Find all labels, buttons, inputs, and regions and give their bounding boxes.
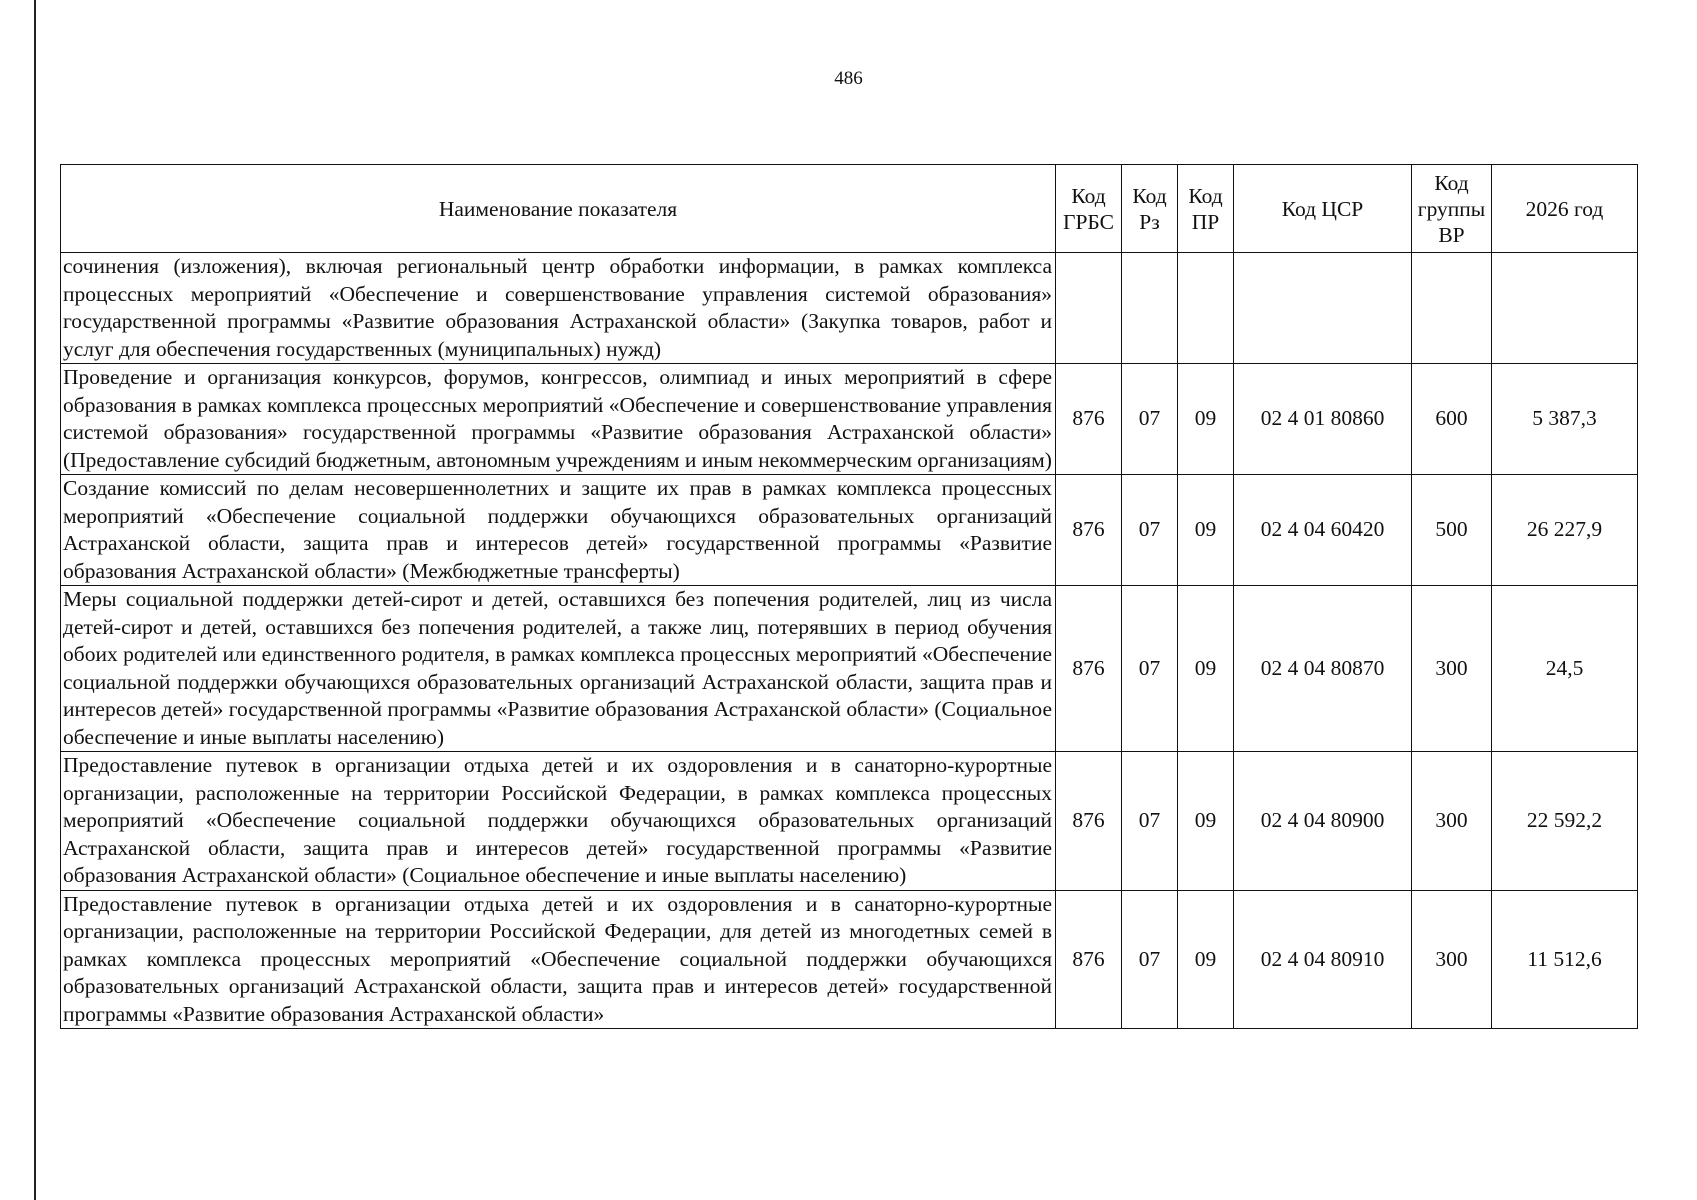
row-grbs: 876 [1056,752,1122,891]
row-csr: 02 4 01 80860 [1234,364,1412,475]
row-vr: 300 [1412,586,1492,752]
table-row [61,752,1638,891]
row-grbs: 876 [1056,475,1122,586]
row-pr: 09 [1178,364,1234,475]
table-row [61,253,1638,364]
row-name: Меры социальной поддержки детей-сирот и детей, оставшихся без попечения родителей, лиц из числа детей-сирот и детей, оставшихся без попечения родителей, а также лиц, потерявших в период обучения обоих родителей или единственного родителя, в рамках комплекса процессных мероприятий «Обеспечение социальной поддержки обучающихся образовательных организаций Астраханской области, защита прав и интересов детей» государственной программы «Развитие образования Астраханской области» (Социальное обеспечение и иные выплаты населению) [61,586,1056,752]
row-name: Предоставление путевок в организации отдыха детей и их оздоровления и в санаторно-курортные организации, расположенные на территории Российской Федерации, для детей из многодетных семей в рамках комплекса процессных мероприятий «Обеспечение социальной поддержки обучающихся образовательных организаций Астраханской области, защита прав и интересов детей» государственной программы «Развитие образования Астраханской области» [61,890,1056,1029]
binding-margin-line [34,0,36,1200]
row-amount: 22 592,2 [1492,752,1638,891]
row-amount: 5 387,3 [1492,364,1638,475]
row-pr: 09 [1178,752,1234,891]
row-rz: 07 [1122,586,1178,752]
row-vr [1412,253,1492,364]
row-csr: 02 4 04 80900 [1234,752,1412,891]
row-rz [1122,253,1178,364]
row-pr: 09 [1178,475,1234,586]
table-row [61,890,1638,1029]
page-number: 486 [834,68,863,89]
row-vr: 500 [1412,475,1492,586]
row-csr: 02 4 04 80910 [1234,890,1412,1029]
row-rz: 07 [1122,364,1178,475]
row-grbs: 876 [1056,586,1122,752]
row-name: Проведение и организация конкурсов, форумов, конгрессов, олимпиад и иных мероприятий в сфере образования в рамках комплекса процессных мероприятий «Обеспечение и совершенствование управления системой образования» государственной программы «Развитие образования Астраханской области» (Предоставление субсидий бюджетным, автономным учреждениям и иным некоммерческим организациям) [61,364,1056,475]
table-row [61,586,1638,752]
row-grbs [1056,253,1122,364]
row-grbs: 876 [1056,364,1122,475]
row-amount: 11 512,6 [1492,890,1638,1029]
row-pr: 09 [1178,890,1234,1029]
row-name: сочинения (изложения), включая региональный центр обработки информации, в рамках комплекса процессных мероприятий «Обеспечение и совершенствование управления системой образования» государственной программы «Развитие образования Астраханской области» (Закупка товаров, работ и услуг для обеспечения государственных (муниципальных) нужд) [61,253,1056,364]
row-rz: 07 [1122,752,1178,891]
table-row [61,475,1638,586]
row-csr [1234,253,1412,364]
row-pr: 09 [1178,586,1234,752]
row-vr: 300 [1412,752,1492,891]
row-vr: 600 [1412,364,1492,475]
row-rz: 07 [1122,475,1178,586]
row-pr [1178,253,1234,364]
budget-table [60,164,1638,1029]
row-csr: 02 4 04 60420 [1234,475,1412,586]
header-name: Наименование показателя [61,165,1056,253]
table-header-row [61,165,1638,253]
row-vr: 300 [1412,890,1492,1029]
header-grbs: Код ГРБС [1056,165,1122,253]
header-vr: Код группы ВР [1412,165,1492,253]
table-row [61,364,1638,475]
row-name: Создание комиссий по делам несовершеннолетних и защите их прав в рамках комплекса процессных мероприятий «Обеспечение социальной поддержки обучающихся образовательных организаций Астраханской области, защита прав и интересов детей» государственной программы «Развитие образования Астраханской области» (Межбюджетные трансферты) [61,475,1056,586]
row-grbs: 876 [1056,890,1122,1029]
row-name: Предоставление путевок в организации отдыха детей и их оздоровления и в санаторно-курортные организации, расположенные на территории Российской Федерации, в рамках комплекса процессных мероприятий «Обеспечение социальной поддержки обучающихся образовательных организаций Астраханской области, защита прав и интересов детей» государственной программы «Развитие образования Астраханской области» (Социальное обеспечение и иные выплаты населению) [61,752,1056,891]
row-amount [1492,253,1638,364]
row-csr: 02 4 04 80870 [1234,586,1412,752]
header-pr: Код ПР [1178,165,1234,253]
header-year: 2026 год [1492,165,1638,253]
header-rz: Код Рз [1122,165,1178,253]
row-amount: 26 227,9 [1492,475,1638,586]
row-rz: 07 [1122,890,1178,1029]
row-amount: 24,5 [1492,586,1638,752]
header-csr: Код ЦСР [1234,165,1412,253]
